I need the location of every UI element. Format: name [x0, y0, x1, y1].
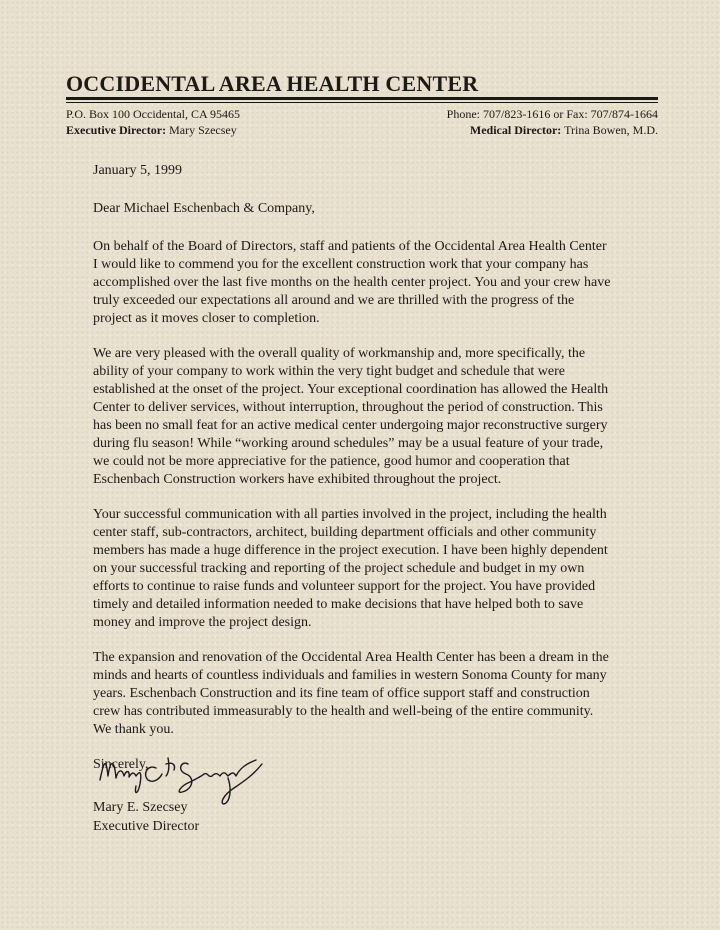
letterhead-left	[66, 106, 240, 138]
paragraph-4: The expansion and renovation of the Occidental Area Health Center has been a dream in the minds and hearts of countless individuals and families in western Sonoma County for many years. Eschenbach Construction and its fine team of office support staff and construction crew has contributed immeasurably to the health and well-being of the entire community. We thank you.	[93, 650, 609, 737]
address: P.O. Box 100 Occidental, CA 95465	[66, 107, 240, 121]
paragraph-1: On behalf of the Board of Directors, staff and patients of the Occidental Area Health Center I would like to commend you for the excellent construction work that your company has accomplished over the last five months on the health center project. You and your crew have truly exceeded our expectations all around and we are thrilled with the progress of the project as it moves closer to completion.	[93, 239, 611, 326]
signer-block	[93, 798, 199, 836]
signer-name: Mary E. Szecsey	[93, 800, 188, 815]
executive-director-label: Executive Director:	[66, 123, 167, 137]
phone-fax: Phone: 707/823-1616 or Fax: 707/874-1664	[446, 107, 658, 121]
closing: Sincerely,	[93, 757, 149, 772]
letter-body	[93, 162, 613, 774]
medical-director-label: Medical Director:	[469, 123, 562, 137]
letter-date: January 5, 1999	[93, 163, 183, 178]
letterhead-contact-row	[66, 106, 658, 138]
organization-name: OCCIDENTAL AREA HEALTH CENTER	[66, 71, 479, 96]
signer-title: Executive Director	[93, 819, 200, 834]
letterhead-rule-thin	[66, 102, 658, 103]
paragraph-2: We are very pleased with the overall quality of workmanship and, more specifically, the ability of your company to work within the very tight budget and schedule that were established at the onset of the project. Your exceptional coordination has allowed the Health Center to deliver services, without interruption, throughout the period of construction. This has been no small feat for an active medical center undergoing major reconstructive surgery during flu season! While “working around schedules” may be a usual feature of your trade, we could not be more appreciative for the patience, good humor and cooperation that Eschenbach Construction workers have exhibited throughout the project.	[93, 346, 609, 487]
medical-director-line	[447, 122, 658, 138]
executive-director-name: Mary Szecsey	[169, 123, 237, 137]
salutation: Dear Michael Eschenbach & Company,	[93, 201, 315, 216]
executive-director-line	[66, 122, 240, 138]
paragraph-3: Your successful communication with all parties involved in the project, including the health center staff, sub-contractors, architect, building department officials and other community members has made a huge difference in the project execution. I have been highly dependent on your successful tracking and reporting of the project schedule and budget in my own efforts to continue to raise funds and volunteer support for the project. You have provided timely and detailed information needed to make decisions that have helped both to save money and improve the project design.	[93, 507, 608, 630]
letterhead-right	[447, 106, 658, 138]
letterhead	[66, 72, 658, 138]
letterhead-rule-thick	[66, 97, 658, 100]
medical-director-name: Trina Bowen, M.D.	[564, 123, 658, 137]
